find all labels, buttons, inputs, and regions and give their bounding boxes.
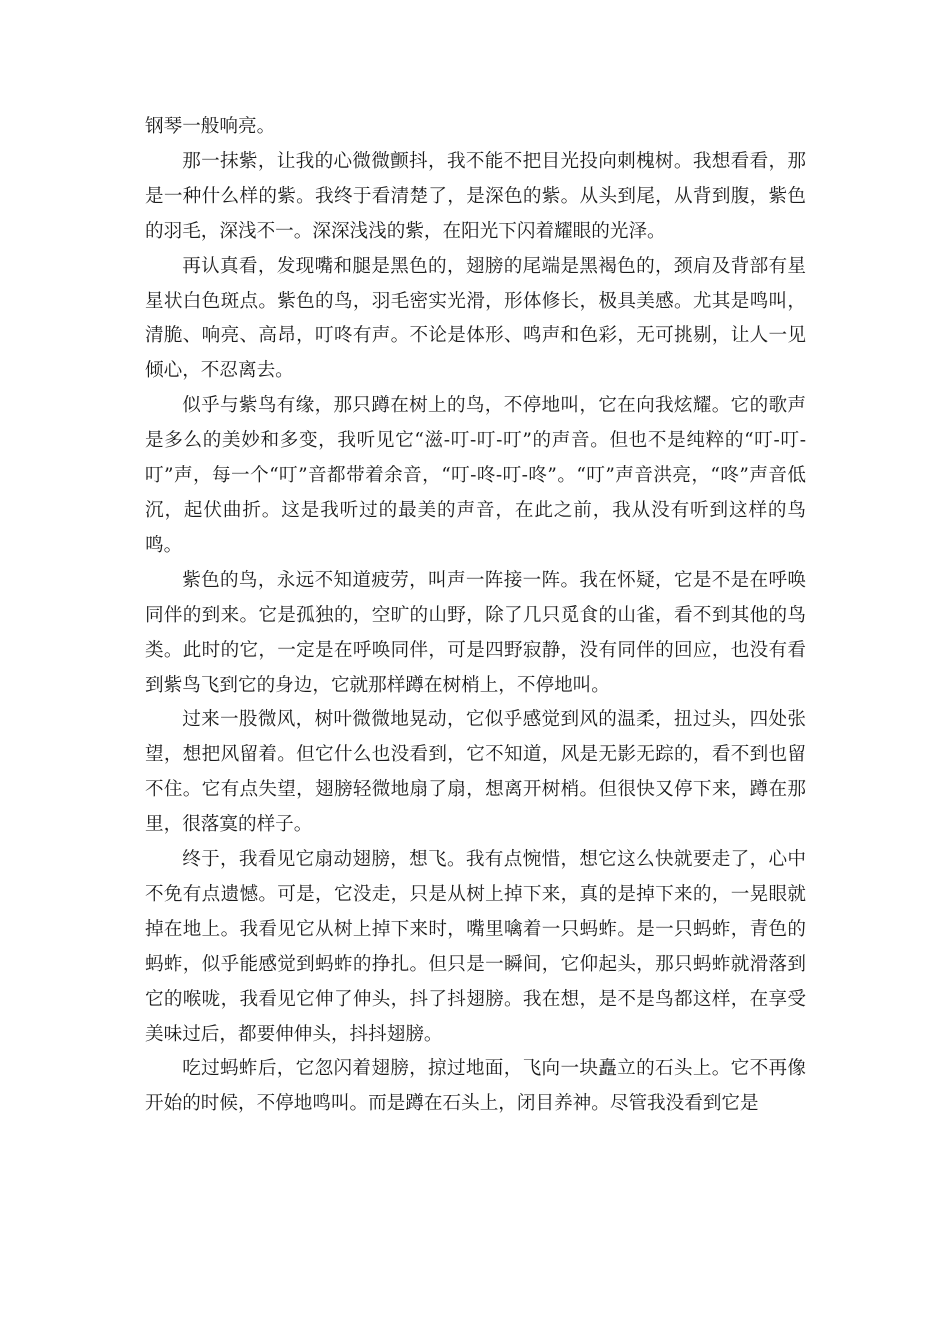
- paragraph: 紫色的鸟，永远不知道疲劳，叫声一阵接一阵。我在怀疑，它是不是在呼唤同伴的到来。它是孤独的，空旷的山野，除了几只觅食的山雀，看不到其他的鸟类。此时的它，一定是在呼唤同伴，可是四野寂静，没有同伴的回应，也没有看到紫鸟飞到它的身边，它就那样蹲在树梢上，不停地叫。: [145, 569, 806, 696]
- document-body: [145, 110, 806, 1122]
- paragraph: 终于，我看见它扇动翅膀，想飞。我有点惋惜，想它这么快就要走了，心中不免有点遗憾。可是，它没走，只是从树上掉下来，真的是掉下来的，一晃眼就掉在地上。我看见它从树上掉下来时，嘴里噙着一只蚂蚱。是一只蚂蚱，青色的蚂蚱，似乎能感觉到蚂蚱的挣扎。但只是一瞬间，它仰起头，那只蚂蚱就滑落到它的喉咙，我看见它伸了伸头，抖了抖翅膀。我在想，是不是鸟都这样，在享受美味过后，都要伸伸头，抖抖翅膀。: [145, 849, 806, 1045]
- paragraph-continuation: 钢琴一般响亮。: [145, 116, 276, 137]
- paragraph: 似乎与紫鸟有缘，那只蹲在树上的鸟，不停地叫，它在向我炫耀。它的歌声是多么的美妙和多变，我听见它“滋-叮-叮-叮”的声音。但也不是纯粹的“叮-叮-叮”声，每一个“叮”音都带着余音，“叮-咚-叮-咚”。“叮”声音洪亮，“咚”声音低沉，起伏曲折。这是我听过的最美的声音，在此之前，我从没有听到这样的鸟鸣。: [145, 395, 806, 556]
- paragraph: 那一抹紫，让我的心微微颤抖，我不能不把目光投向刺槐树。我想看看，那是一种什么样的紫。我终于看清楚了，是深色的紫。从头到尾，从背到腹，紫色的羽毛，深浅不一。深深浅浅的紫，在阳光下闪着耀眼的光泽。: [145, 150, 806, 242]
- paragraph: 再认真看，发现嘴和腿是黑色的，翅膀的尾端是黑褐色的，颈肩及背部有星星状白色斑点。紫色的鸟，羽毛密实光滑，形体修长，极具美感。尤其是鸣叫，清脆、响亮、高昂，叮咚有声。不论是体形、鸣声和色彩，无可挑剔，让人一见倾心，不忍离去。: [145, 255, 806, 382]
- paragraph: 过来一股微风，树叶微微地晃动，它似乎感觉到风的温柔，扭过头，四处张望，想把风留着。但它什么也没看到，它不知道，风是无影无踪的，看不到也留不住。它有点失望，翅膀轻微地扇了扇，想离开树梢。但很快又停下来，蹲在那里，很落寞的样子。: [145, 709, 806, 836]
- paragraph: 吃过蚂蚱后，它忽闪着翅膀，掠过地面，飞向一块矗立的石头上。它不再像开始的时候，不停地鸣叫。而是蹲在石头上，闭目养神。尽管我没看到它是: [145, 1058, 806, 1115]
